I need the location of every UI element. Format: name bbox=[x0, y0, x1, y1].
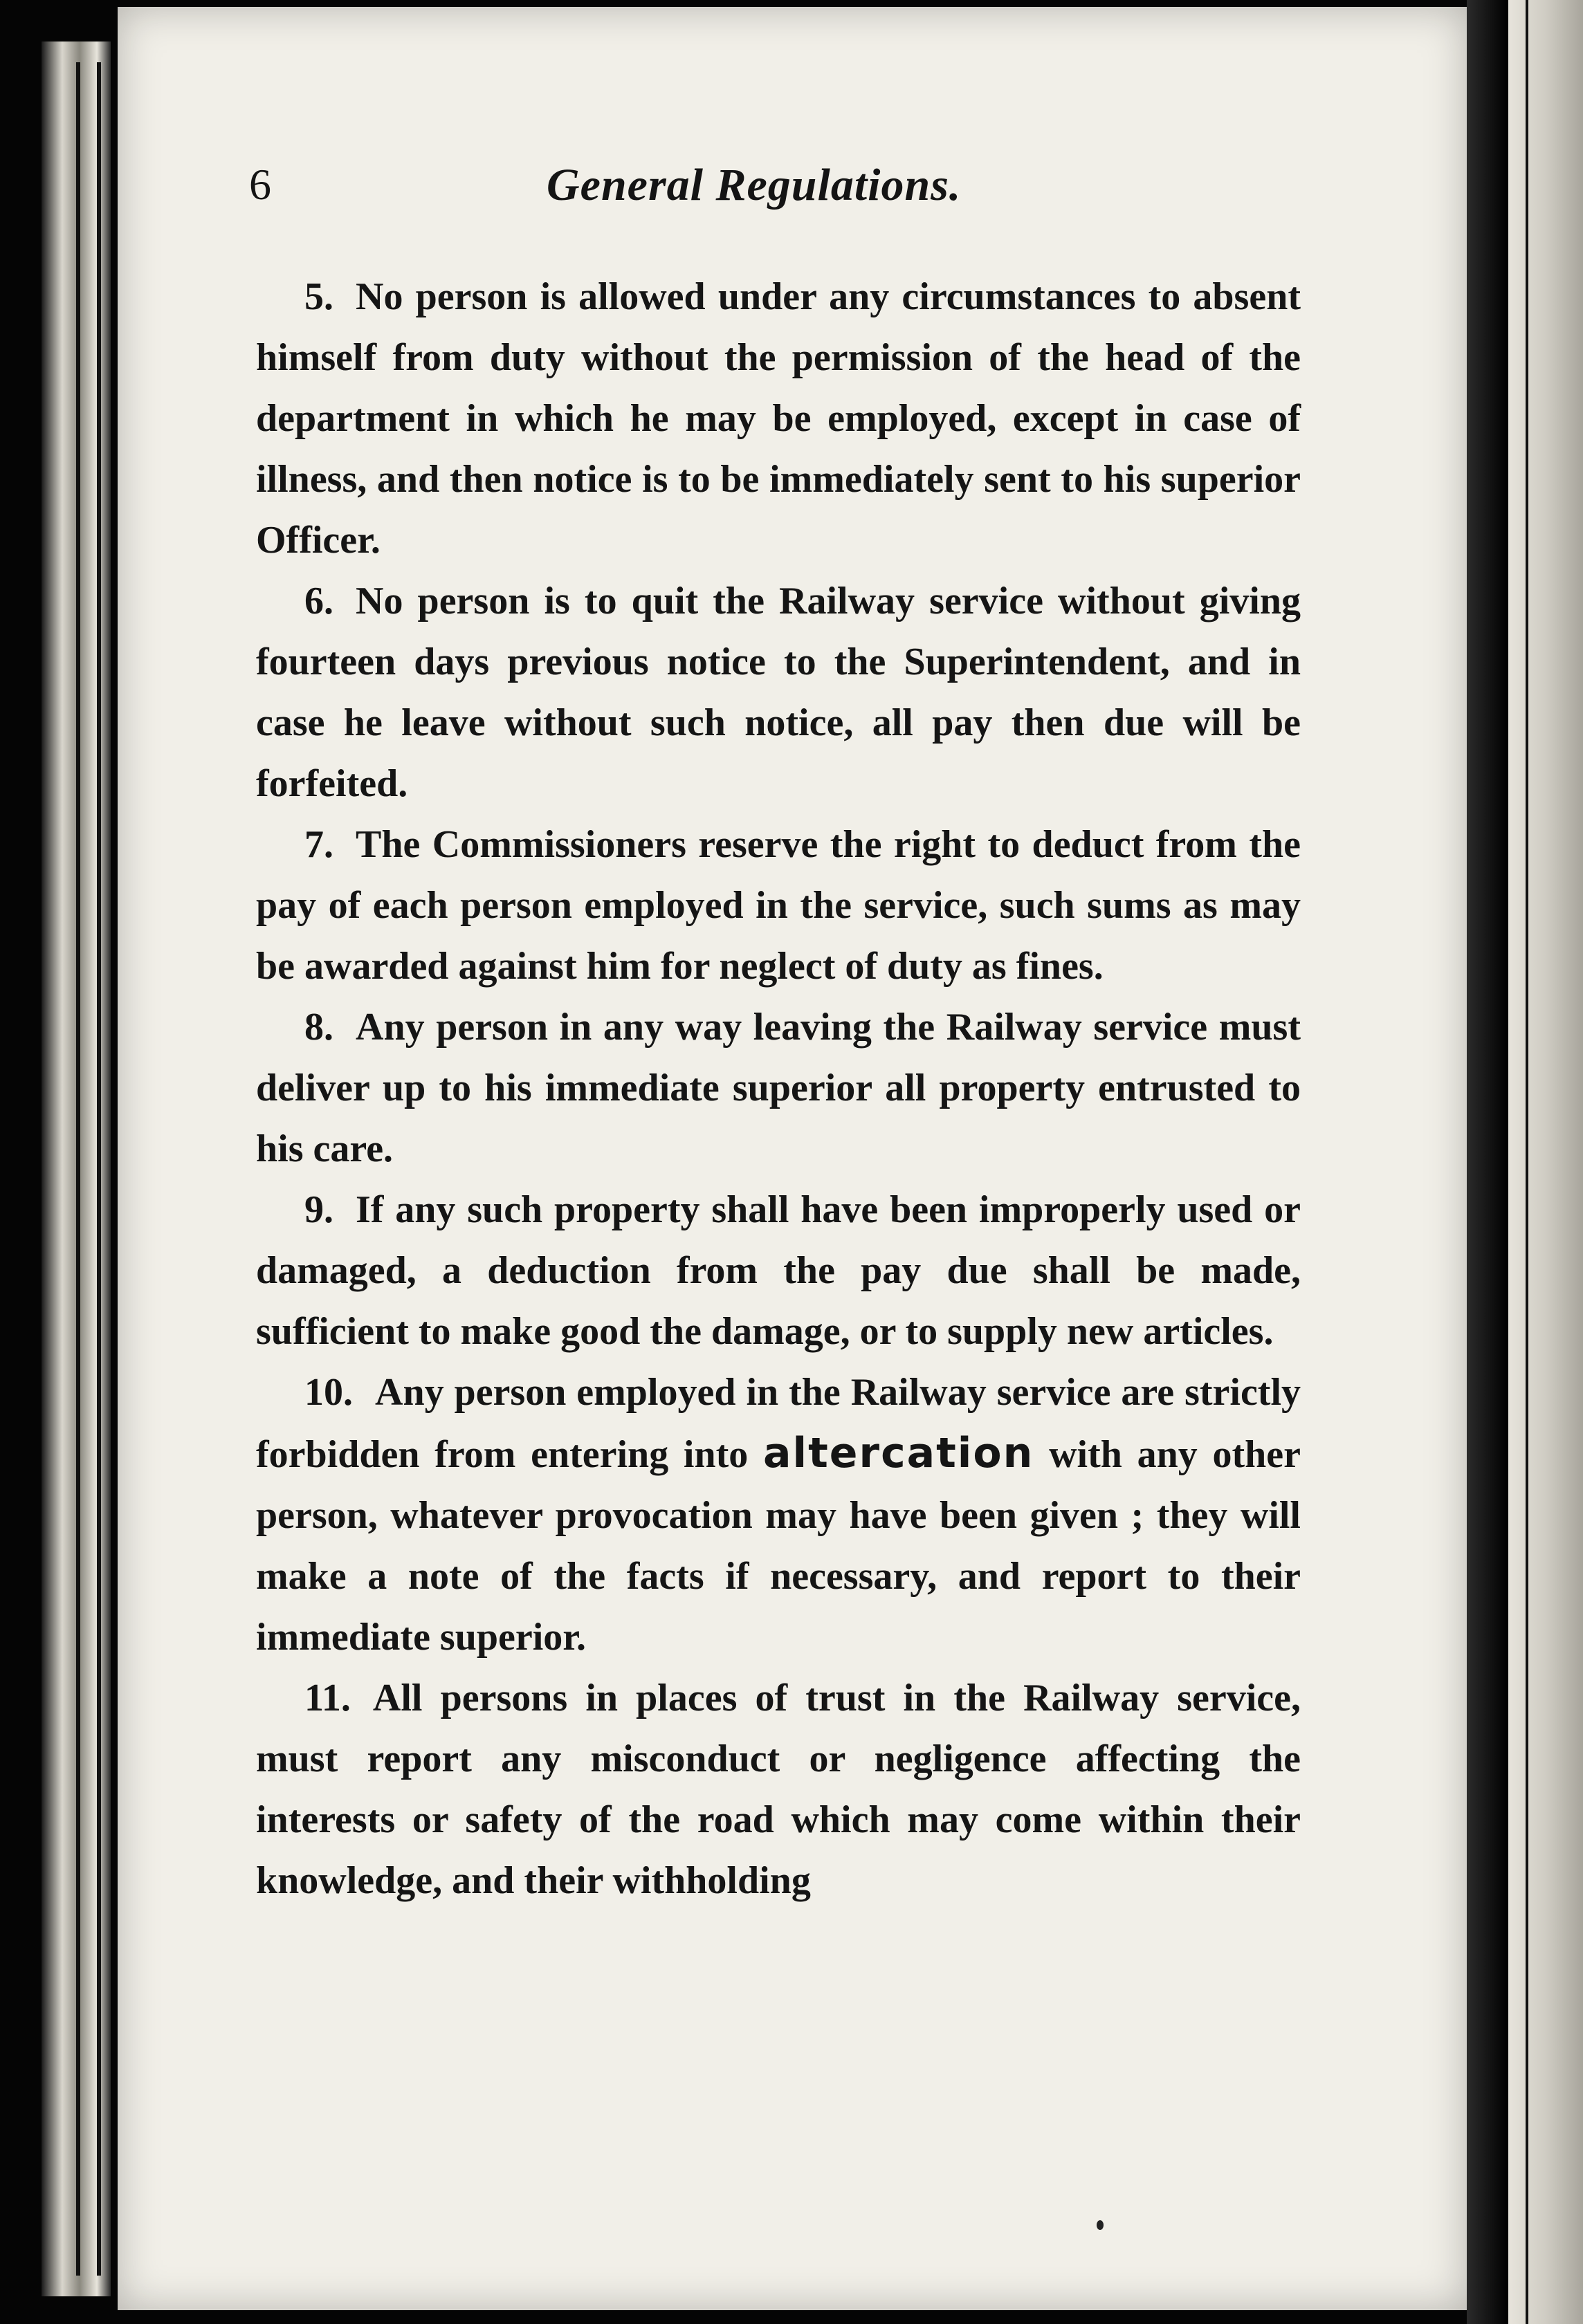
regulation-text: No person is allowed under any circumstances to absent himself from duty without the permission of the head of the department in which he may be employed, except in case of illness, and then notice is to be immediately sent to his superior Officer. bbox=[256, 275, 1301, 562]
regulation-number: 6. bbox=[304, 580, 333, 622]
regulation-text: If any such property shall have been improperly used or damaged, a deduction from the pay due shall be made, sufficient to make good the damage, or to supply new articles. bbox=[256, 1188, 1301, 1353]
binding-edge-line bbox=[76, 62, 80, 2276]
regulation-8 bbox=[256, 997, 1301, 1179]
regulation-text: The Commissioners reserve the right to deduct from the pay of each person employed in the service, such sums as may be awarded against him for neglect of duty as fines. bbox=[256, 823, 1301, 988]
emphasized-word: altercation bbox=[763, 1429, 1034, 1477]
regulations-text bbox=[256, 266, 1301, 1911]
adjacent-page-edge bbox=[1508, 0, 1583, 2324]
regulation-number: 5. bbox=[304, 275, 333, 318]
page-number: 6 bbox=[249, 160, 271, 209]
regulation-text: Any person in any way leaving the Railway service must deliver up to his immediate superior all property entrusted to his care. bbox=[256, 1006, 1301, 1170]
regulation-7 bbox=[256, 814, 1301, 997]
regulation-text: All persons in places of trust in the Railway service, must report any misconduct or negligence affecting the interests or safety of the road which may come within their knowledge, and their withholding bbox=[256, 1677, 1301, 1902]
page-header bbox=[249, 159, 1301, 221]
page-gutter-shadow bbox=[1467, 0, 1508, 2324]
regulation-number: 11. bbox=[304, 1677, 351, 1719]
regulation-text: No person is to quit the Railway service without giving fourteen days previous notice to the Superintendent, and in case he leave without such notice, all pay then due will be forfeited. bbox=[256, 580, 1301, 805]
regulation-10 bbox=[256, 1362, 1301, 1668]
running-title: General Regulations. bbox=[547, 160, 962, 210]
regulation-6 bbox=[256, 571, 1301, 814]
regulation-number: 10. bbox=[304, 1371, 353, 1414]
adjacent-page-line bbox=[1526, 0, 1528, 2324]
regulation-number: 9. bbox=[304, 1188, 333, 1231]
regulation-text-after: with any other person, whatever provocation may have been given ; they will make a note of the facts if necessary, and report to their immediate superior. bbox=[256, 1433, 1301, 1659]
regulation-text-before: Any person employed in the Railway service are strictly forbidden from entering into bbox=[256, 1371, 1301, 1476]
regulation-5 bbox=[256, 266, 1301, 571]
binding-edge-line bbox=[97, 62, 101, 2276]
regulation-number: 7. bbox=[304, 823, 333, 866]
regulation-9 bbox=[256, 1179, 1301, 1362]
regulation-number: 8. bbox=[304, 1006, 333, 1049]
ink-speck bbox=[1097, 2220, 1104, 2230]
regulation-11 bbox=[256, 1668, 1301, 1911]
